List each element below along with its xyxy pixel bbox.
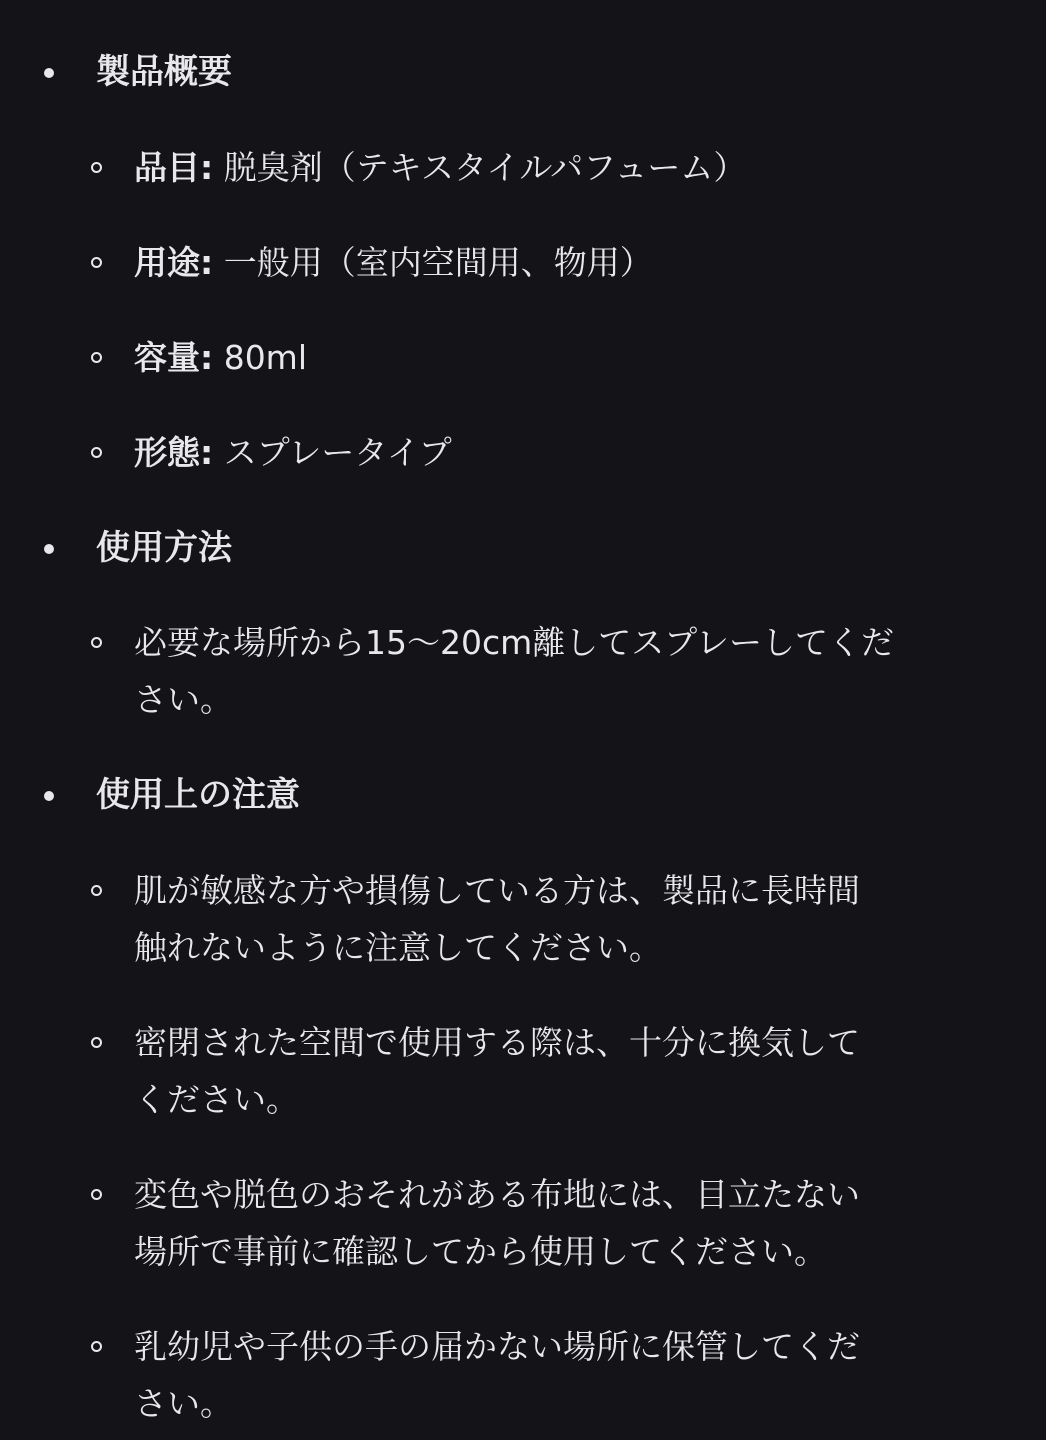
list-item-line: 場所で事前に確認してから使用してください。 [134, 1232, 827, 1271]
list-item-text [134, 140, 1004, 196]
list-item-text [134, 425, 1004, 481]
list-item-line: 肌が敏感な方や損傷している方は、製品に長時間 [134, 871, 860, 910]
list-item-line: さい。 [134, 1384, 233, 1423]
section-usage [0, 521, 1046, 575]
bullet-icon [44, 791, 54, 801]
circle-bullet-icon [91, 162, 102, 173]
list-item-text [134, 235, 1004, 291]
item-value: スプレータイプ [213, 433, 452, 472]
circle-bullet-icon [91, 1189, 102, 1200]
bullet-icon [44, 544, 54, 554]
item-key: 用途: [134, 243, 214, 282]
circle-bullet-icon [91, 637, 102, 648]
item-value: 脱臭剤（テキスタイルパフューム） [213, 148, 747, 187]
list-item-line: 密閉された空間で使用する際は、十分に換気して [134, 1023, 860, 1062]
list-item-line: ください。 [134, 1080, 299, 1119]
circle-bullet-icon [91, 257, 102, 268]
section-title: 使用上の注意 [96, 775, 300, 815]
item-key: 品目: [134, 148, 214, 187]
section-title: 使用方法 [96, 528, 232, 568]
bullet-icon [44, 68, 54, 78]
list-item-line: 変色や脱色のおそれがある布地には、目立たない [134, 1175, 860, 1214]
circle-bullet-icon [91, 447, 102, 458]
section-title: 製品概要 [96, 52, 232, 92]
list-item-line: 必要な場所から15〜20cm離してスプレーしてくだ [134, 623, 894, 662]
item-value: 一般用（室内空間用、物用） [213, 243, 653, 282]
section-precautions [0, 768, 1046, 822]
list-item-line: さい。 [134, 680, 233, 719]
list-item-line: 乳幼児や子供の手の届かない場所に保管してくだ [134, 1327, 860, 1366]
item-value: 80ml [213, 338, 307, 377]
circle-bullet-icon [91, 352, 102, 363]
section-product-overview [0, 45, 1046, 99]
circle-bullet-icon [91, 1037, 102, 1048]
list-item-line: 触れないように注意してください。 [134, 928, 662, 967]
item-key: 容量: [134, 338, 214, 377]
list-item-text [134, 330, 1004, 386]
item-key: 形態: [134, 433, 214, 472]
circle-bullet-icon [91, 1341, 102, 1352]
circle-bullet-icon [91, 885, 102, 896]
